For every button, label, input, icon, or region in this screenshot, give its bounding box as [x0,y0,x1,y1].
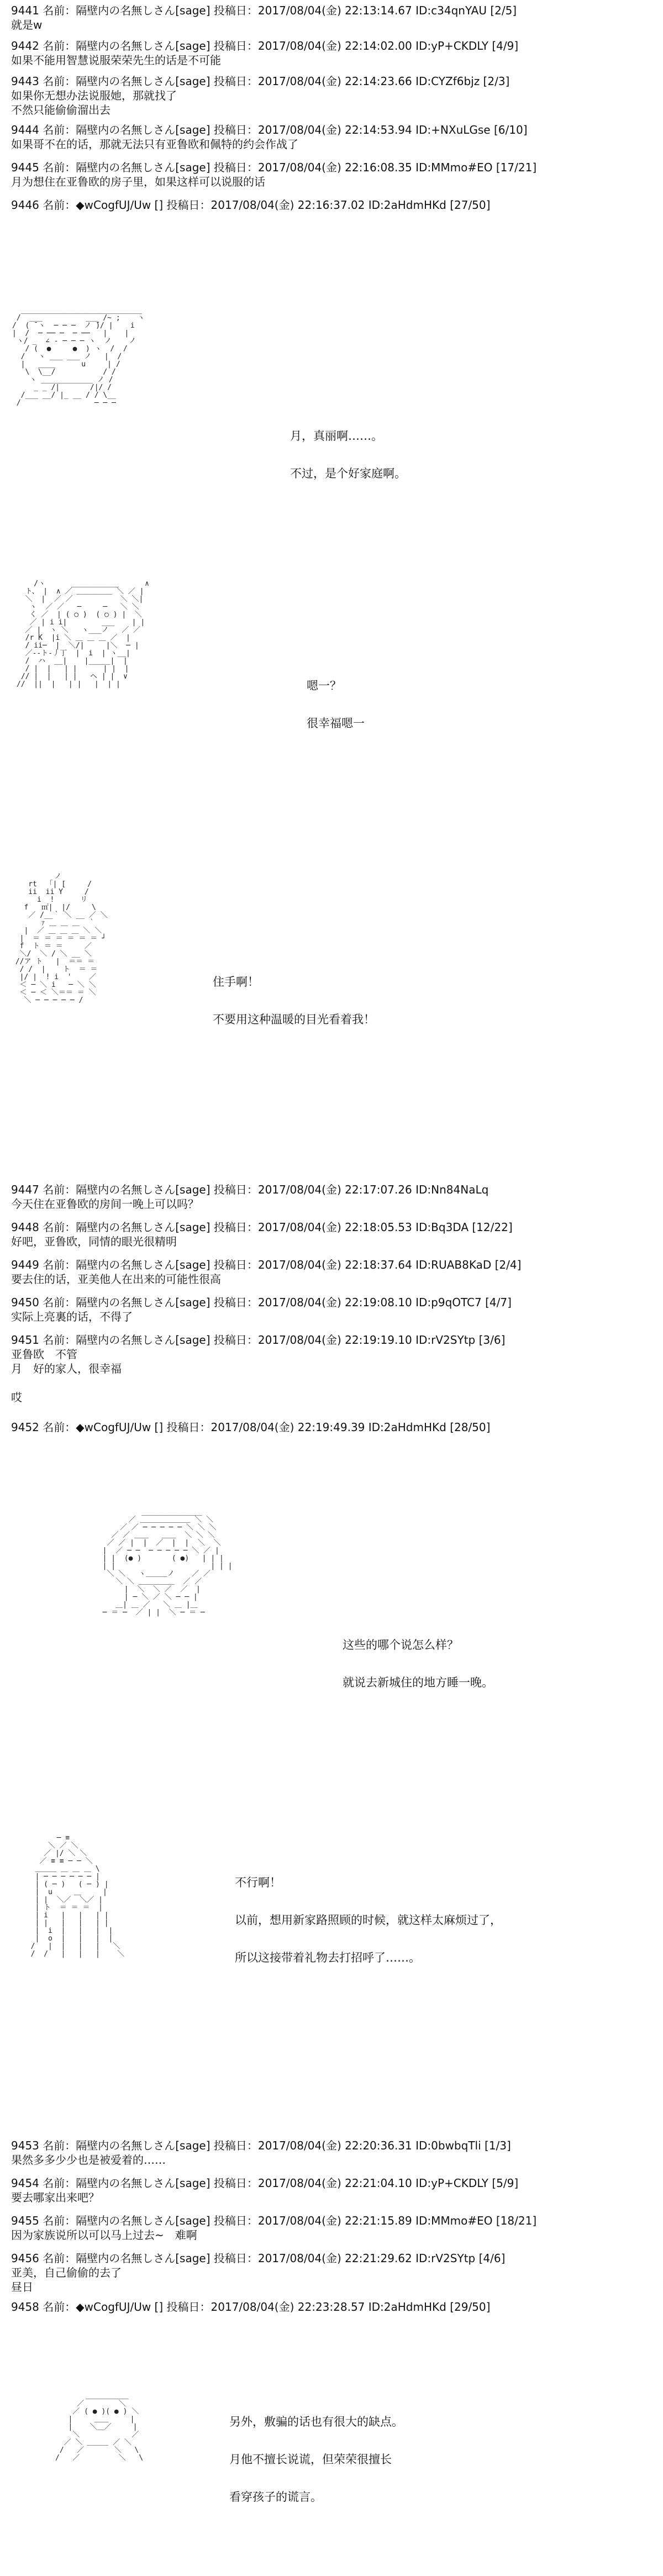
dialogue-speech-5: 不行啊！ 以前，想用新家路照顾的时候，就这样太麻烦过了， 所以这接带着礼物去打招呼了……。 [235,1876,502,1964]
post-body: 好吧，亚鲁欧，同情的眼光很精明 [11,1235,177,1248]
post-9449 [11,1258,652,1286]
post-header: 9450 名前：隔壁内の名無しさん[sage] 投稿日：2017/08/04(金) 22:19:08.10 ID:p9qOTC7 [4/7] [11,1296,512,1309]
dialogue-speech-1: 月，真丽啊……。 不过，是个好家庭啊。 [290,429,406,480]
post-9444 [11,123,652,151]
ascii-art-yaruo: /ヽ ___________ ∧ ト、 | ∧ ／ ＿＿＿＿＿ ＼ ／ | ＼ | ／ ／ ＼ ＼| ヽ ／ ／ ─ ─ ＼ ＼ く ／ | ( ○ ) ( ○ ) | ＼ ／ | i i| ___ | | ／ | ヽ ＼ ヽ___ノ ／ ／ /r K |i ＼ ＿ ＿ ＿ ／ | / ii─ | ＼/| |＼ ─ | ／--ト-丿丁 | i | ヽ__| / ハ __| |_____| | / | | | | | | | // | | | | ヘ | | ∨ // || | | | | | | [17,580,149,688]
post-header: 9444 名前：隔壁内の名無しさん[sage] 投稿日：2017/08/04(金) 22:14:53.94 ID:+NXuLGse [6/10] [11,123,528,136]
ascii-art-round-face: ＿＿＿＿＿＿ ／ ＼ ／ ( ● )( ● ) ＼ | ＿＿ | | ＼＿／ | ＼ ／ ／ ＼ ＿＿＿ ／ ＼ / ／ ＼ \ / ／ ＼ \ [55,2392,144,2462]
post-header: 9458 名前：◆wCogfUJ/Uw [] 投稿日：2017/08/04(金) 22:23:28.57 ID:2aHdmHKd [29/50] [11,2300,491,2314]
post-body: 实际上亮裏的话，不得了 [11,1310,133,1323]
post-9441 [11,3,652,32]
post-body: 要去哪家出来吧？ [11,2191,99,2204]
post-header: 9454 名前：隔壁内の名無しさん[sage] 投稿日：2017/08/04(金) 22:21:04.10 ID:yP+CKDLY [5/9] [11,2177,519,2190]
post-9442 [11,39,652,67]
post-header: 9442 名前：隔壁内の名無しさん[sage] 投稿日：2017/08/04(金) 22:14:02.00 ID:yP+CKDLY [4/9] [11,39,519,52]
post-9458 [11,2300,652,2314]
post-body: 要去住的话，亚美他人在出来的可能性很高 [11,1273,221,1286]
post-header: 9449 名前：隔壁内の名無しさん[sage] 投稿日：2017/08/04(金) 22:18:37.64 ID:RUAB8KaD [2/4] [11,1258,522,1271]
post-body: 如果不能用智慧说服荣荣先生的话是不可能 [11,54,221,67]
post-9451 [11,1333,652,1405]
dialogue-speech-2: 嗯一？ 很幸福嗯一 [307,679,365,730]
post-header: 9452 名前：◆wCogfUJ/Uw [] 投稿日：2017/08/04(金) 22:19:49.39 ID:2aHdmHKd [28/50] [11,1421,491,1434]
ascii-art-blushing: ノ rt 「| [ / ii ii Y / i ! リ f ㎡| |/ \ ／ /__｀ ＼ __ ／ ＼ ｧ ＿ ＿ ＿ ｀ | ／ ＿ ＿ ＿ ＼ ＼ | ＝ ＝ ＝ ＝ ＝ ＝ ┘ f ト ＝ ＝ ／ ＼/ ＼ / ＼ __ ＼ //ア ト | ＝＝ ＝ / / | ト ＝ ＝ |/ | ! i ' ／ ＜ ─ ＼ i ─ ＼ ＼ ＜ ─ ＜ ＼＝＝ ＝ ＼ ＼ ─ ─ ─ ─ ─ / [15,872,108,1005]
post-9455 [11,2214,652,2242]
post-9450 [11,1295,652,1324]
ascii-art-standing: ─ ≡ ＼ ／ ＼ ／ |/ ＼ ＼ ／ ≡ ≡ ─ ─ ＼ ＿＿＿ ＿ ＿ ＿ \ | ─ ─ ─ ─ ─ ─ | | ( ─ ) ( ─ ) | | u ＿ | | | ＼／ ＼／ | | ト ＝ ＝ ＝ | | i | | | | | | | | | | | i | | | | | o | | | | / | | | | ＼ / / | | | ＼ [30,1834,125,1958]
post-9454 [11,2176,652,2205]
post-header: 9441 名前：隔壁内の名無しさん[sage] 投稿日：2017/08/04(金) 22:13:14.67 ID:c34qnYAU [2/5] [11,4,517,17]
post-body: 亚鲁欧 不管 月 好的家人，很幸福 哎 [11,1348,122,1404]
post-header: 9456 名前：隔壁内の名無しさん[sage] 投稿日：2017/08/04(金) 22:21:29.62 ID:rV2SYtp [4/6] [11,2252,506,2265]
post-body: 如果你无想办法说服她，那就找了 不然只能偷偷溜出去 [11,89,177,117]
post-header: 9445 名前：隔壁内の名無しさん[sage] 投稿日：2017/08/04(金) 22:16:08.35 ID:MMmo#EO [17/21] [11,161,537,174]
ascii-art-hooded: ______________ ／ ＿＿＿＿＿＿＿ ＼ ＼ ／ ／ ─ ─ ─ ─ ─ ＼ ＼ ＼ ／ ／ ＿＿ ＿＿ ＼ ＼ ＼ ／ ／ | | ／ | | ＼ ＼ | ／ ─ ─ ─ ─ ─ ─ ─ ＼ ／ | | | (● ) ( ●) | | | | | | | | ＼ ＼ ヽ＿＿＿ノ ／ ／ ＼ ＼ ＿＿＿＿＿ ／ ／ | ＼ ＼ ／ ／ | | ─ ＼ ／ ＼ ─ ─ | ＿| ＿ ／ ＼ ＿ |＿ ─ ＝ ─ ／ | | ＼ ─ ＝ ─ [102,1508,233,1617]
ascii-art-light: ____________________________ / ___ ___ /~ ; ヽ / ( ̄ ヽ ─ ─ ─ ノ ̄)/ | i | / ─ ── ─ ─ ── | | ヽ/ _ ∠ - ─ ─ ─ ヽ ノ ノ / ( ● ● ) ヽ / / / ヽ ___ ___ ノ | / | ____ u | / \ \__/ / / ヽ ____________ ノ / _ _ /| /|/ / /___ __/ |_ __ / / \__ / ─ ─ ─ [12,306,145,407]
post-body: 因为家族说所以可以马上过去~ 难啊 [11,2228,197,2242]
post-9447 [11,1182,652,1211]
dialogue-speech-6: 另外，敷骗的话也有很大的缺点。 月他不擅长说谎，但荣荣很擅长 看穿孩子的谎言。 [229,2415,403,2504]
post-header: 9446 名前：◆wCogfUJ/Uw [] 投稿日：2017/08/04(金) 22:16:37.02 ID:2aHdmHKd [27/50] [11,198,491,212]
post-9453 [11,2138,652,2167]
post-9443 [11,74,652,117]
post-header: 9443 名前：隔壁内の名無しさん[sage] 投稿日：2017/08/04(金) 22:14:23.66 ID:CYZf6bjz [2/3] [11,75,510,88]
post-header: 9451 名前：隔壁内の名無しさん[sage] 投稿日：2017/08/04(金) 22:19:19.10 ID:rV2SYtp [3/6] [11,1333,506,1347]
post-body: 月为想住在亚鲁欧的房子里，如果这样可以说服的话 [11,175,265,188]
post-9448 [11,1220,652,1249]
post-9456 [11,2251,652,2294]
post-header: 9447 名前：隔壁内の名無しさん[sage] 投稿日：2017/08/04(金) 22:17:07.26 ID:Nn84NaLq [11,1183,489,1196]
dialogue-speech-4: 这些的哪个说怎么样？ 就说去新城住的地方睡一晚。 [343,1638,493,1689]
post-header: 9453 名前：隔壁内の名無しさん[sage] 投稿日：2017/08/04(金) 22:20:36.31 ID:0bwbqTli [1/3] [11,2139,511,2152]
post-body: 今天住在亚鲁欧的房间一晚上可以吗？ [11,1197,199,1211]
post-9446 [11,198,652,212]
dialogue-speech-3: 住手啊！ 不要用这种温暖的目光看着我！ [213,975,375,1026]
post-header: 9455 名前：隔壁内の名無しさん[sage] 投稿日：2017/08/04(金) 22:21:15.89 ID:MMmo#EO [18/21] [11,2214,537,2227]
post-body: 如果哥不在的话，那就无法只有亚鲁欧和佩特的约会作战了 [11,138,298,151]
post-body: 果然多多少少也是被爱着的…… [11,2153,166,2167]
post-header: 9448 名前：隔壁内の名無しさん[sage] 投稿日：2017/08/04(金) 22:18:05.53 ID:Bq3DA [12/22] [11,1221,513,1234]
post-9445 [11,160,652,189]
post-9452 [11,1420,652,1434]
post-body: 亚美，自己偷偷的去了 昼日 [11,2266,122,2294]
post-body: 就是w [11,18,43,31]
